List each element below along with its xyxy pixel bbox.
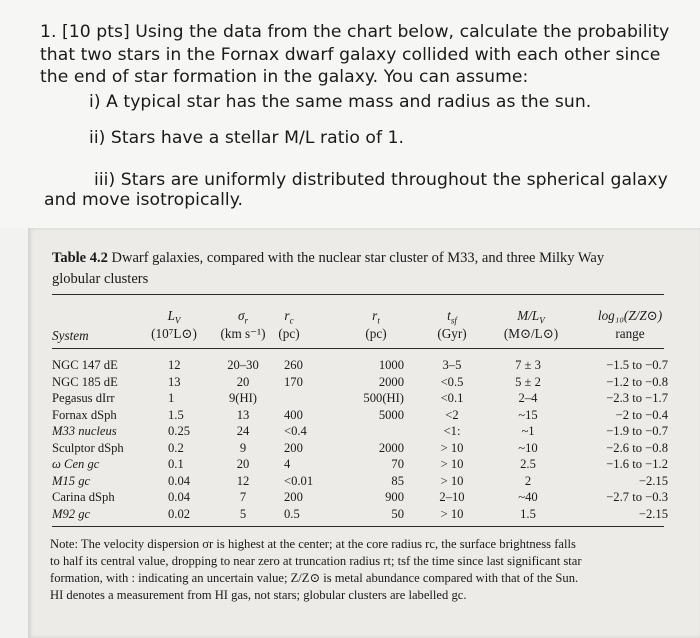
table-cell-rt: 2000 bbox=[378, 374, 404, 389]
table-caption-text: Dwarf galaxies, compared with the nuclear star cluster of M33, and three Milky Way bbox=[107, 250, 605, 266]
table-cell-rt: 900 bbox=[385, 490, 404, 504]
table-cell-sigma: 9 bbox=[239, 440, 247, 455]
textbook-table-page bbox=[28, 228, 700, 638]
table-row-name: Fornax dSph bbox=[52, 407, 117, 422]
table-cell-z: −1.6 to −1.2 bbox=[606, 457, 668, 471]
table-cell-rt: 500(HI) bbox=[363, 391, 404, 405]
table-cell-rc: 0.5 bbox=[284, 506, 300, 521]
header-rc-unit: (pc) bbox=[278, 326, 300, 341]
table-row-name: Sculptor dSph bbox=[52, 440, 124, 455]
table-cell-tsf: 2–10 bbox=[439, 490, 465, 504]
table-note-line: HI denotes a measurement from HI gas, not stars; globular clusters are labelled gc. bbox=[50, 588, 467, 602]
table-cell-ml: 5 ± 2 bbox=[515, 374, 541, 389]
table-cell-tsf: <0.1 bbox=[440, 391, 464, 405]
table-cell-tsf: <0.5 bbox=[440, 374, 464, 389]
table-cell-rc: 400 bbox=[284, 407, 303, 422]
table-cell-ml: ~40 bbox=[518, 490, 538, 504]
table-cell-z: −1.9 to −0.7 bbox=[606, 424, 668, 438]
table-cell-sigma: 20 bbox=[236, 457, 250, 471]
table-cell-tsf: > 10 bbox=[440, 457, 464, 471]
header-ml-symbol: $M/L_V$ bbox=[517, 308, 545, 326]
table-cell-rt: 1000 bbox=[378, 358, 404, 372]
header-sigma-symbol: $\sigma_r$ bbox=[237, 308, 249, 326]
table-cell-z: −2.3 to −1.7 bbox=[606, 391, 668, 405]
table-cell-z: −1.2 to −0.8 bbox=[606, 374, 668, 389]
table-cell-sigma: 24 bbox=[236, 424, 250, 438]
header-z-unit: range bbox=[615, 326, 645, 341]
header-rt-symbol: $r_t$ bbox=[372, 308, 380, 326]
table-cell-tsf: > 10 bbox=[440, 506, 464, 521]
table-cell-rc: 200 bbox=[284, 440, 303, 455]
table-cell-rc: <0.4 bbox=[284, 424, 307, 438]
table-note-line: to half its central value, dropping to near zero at truncation radius rt; tsf the time since last significant star bbox=[50, 554, 582, 568]
table-cell-tsf: > 10 bbox=[440, 473, 464, 488]
table-cell-rt: 5000 bbox=[378, 407, 404, 422]
table-cell-z: −2.15 bbox=[638, 506, 668, 521]
table-cell-ml: 2.5 bbox=[520, 457, 536, 471]
table-row-name: M33 nucleus bbox=[52, 424, 117, 438]
table-cell-z: −2.7 to −0.3 bbox=[606, 490, 668, 504]
table-cell-sigma: 20–30 bbox=[227, 358, 259, 372]
table-cell-lv: 12 bbox=[168, 358, 181, 372]
table-cell-z: −1.5 to −0.7 bbox=[606, 358, 668, 372]
table-cell-lv: 0.1 bbox=[168, 457, 184, 471]
table-row-name: NGC 147 dE bbox=[52, 358, 118, 372]
table-row-name: Pegasus dIrr bbox=[52, 391, 115, 405]
header-rt-unit: (pc) bbox=[365, 326, 387, 341]
header-rc-symbol: $r_c$ bbox=[284, 308, 294, 326]
table-header-rule bbox=[52, 348, 664, 349]
table-row-name: M92 gc bbox=[52, 506, 91, 521]
table-cell-z: −2.15 bbox=[638, 473, 668, 488]
header-lv-symbol: $L_V$ bbox=[167, 308, 181, 326]
table-cell-rt: 50 bbox=[391, 506, 404, 521]
table-cell-ml: 2–4 bbox=[518, 391, 538, 405]
table-cell-sigma: 7 bbox=[239, 490, 247, 504]
table-cell-lv: 1.5 bbox=[168, 407, 184, 422]
header-system: System bbox=[52, 328, 89, 343]
question-line-2: that two stars in the Fornax dwarf galaxy collided with each other since bbox=[40, 45, 661, 65]
table-note-line: formation, with : indicating an uncertain value; Z/Z⊙ is metal abundance compared with that of the Sun. bbox=[50, 571, 579, 585]
table-label: Table 4.2 bbox=[52, 250, 108, 266]
table-cell-lv: 0.25 bbox=[168, 424, 191, 438]
header-lv-unit: (10⁷L⊙) bbox=[151, 326, 197, 341]
table-cell-sigma: 12 bbox=[236, 473, 250, 488]
table-cell-sigma: 20 bbox=[236, 374, 250, 389]
table-caption-line-2: globular clusters bbox=[52, 271, 149, 287]
table-cell-rc: 260 bbox=[284, 358, 303, 372]
table-cell-ml: 2 bbox=[524, 473, 532, 488]
table-cell-rc: 200 bbox=[284, 490, 303, 504]
question-line-1: 1. [10 pts] Using the data from the chart below, calculate the probability bbox=[40, 22, 670, 42]
table-row-name: ω Cen gc bbox=[52, 457, 100, 471]
table-bottom-rule bbox=[52, 526, 664, 527]
table-cell-rc: <0.01 bbox=[284, 473, 314, 488]
table-top-rule bbox=[52, 294, 664, 295]
table-cell-sigma: 9(HI) bbox=[229, 391, 257, 405]
assumption-3-continued: and move isotropically. bbox=[44, 190, 244, 210]
table-cell-sigma: 5 bbox=[239, 506, 247, 521]
table-cell-sigma: 13 bbox=[236, 407, 250, 422]
table-note-line: Note: The velocity dispersion σr is highest at the center; at the core radius rc, the surface brightness falls bbox=[50, 537, 576, 551]
table-cell-lv: 13 bbox=[168, 374, 181, 389]
table-cell-tsf: <2 bbox=[445, 407, 459, 422]
table-cell-rc: 4 bbox=[284, 457, 291, 471]
table-cell-rc: 170 bbox=[284, 374, 303, 389]
table-cell-z: −2 to −0.4 bbox=[615, 407, 668, 422]
header-z-symbol: log₁₀(Z/Z⊙) bbox=[597, 308, 663, 323]
assumption-1: i) A typical star has the same mass and radius as the sun. bbox=[89, 92, 592, 112]
table-cell-tsf: 3–5 bbox=[442, 358, 462, 372]
table-cell-ml: 1.5 bbox=[520, 506, 536, 521]
table-cell-ml: ~10 bbox=[518, 440, 538, 455]
table-row-name: Carina dSph bbox=[52, 490, 115, 504]
table-cell-lv: 0.2 bbox=[168, 440, 184, 455]
table-row-name: NGC 185 dE bbox=[52, 374, 118, 389]
question-line-3: the end of star formation in the galaxy. You can assume: bbox=[40, 67, 529, 87]
header-sigma-unit: (km s⁻¹) bbox=[220, 326, 266, 341]
table-caption bbox=[52, 248, 604, 290]
table-cell-z: −2.6 to −0.8 bbox=[606, 440, 668, 455]
table-cell-rt: 2000 bbox=[378, 440, 404, 455]
assumption-3: iii) Stars are uniformly distributed throughout the spherical galaxy bbox=[94, 170, 668, 190]
table-cell-lv: 1 bbox=[168, 391, 175, 405]
table-cell-tsf: > 10 bbox=[440, 440, 464, 455]
table-cell-lv: 0.04 bbox=[168, 473, 191, 488]
table-cell-rt: 70 bbox=[391, 457, 404, 471]
table-row-name: M15 gc bbox=[52, 473, 91, 488]
header-tsf-unit: (Gyr) bbox=[437, 326, 467, 341]
table-cell-lv: 0.04 bbox=[168, 490, 191, 504]
table-cell-ml: ~1 bbox=[521, 424, 535, 438]
table-cell-lv: 0.02 bbox=[168, 506, 191, 521]
table-cell-ml: 7 ± 3 bbox=[515, 358, 541, 372]
header-ml-unit: (M⊙/L⊙) bbox=[503, 326, 559, 341]
assumption-2: ii) Stars have a stellar M/L ratio of 1. bbox=[89, 128, 405, 148]
table-cell-tsf: <1: bbox=[443, 424, 461, 438]
table-cell-ml: ~15 bbox=[518, 407, 538, 422]
header-tsf-symbol: $t_{sf}$ bbox=[447, 308, 457, 326]
table-cell-rt: 85 bbox=[391, 473, 404, 488]
question-text-block bbox=[0, 0, 700, 228]
